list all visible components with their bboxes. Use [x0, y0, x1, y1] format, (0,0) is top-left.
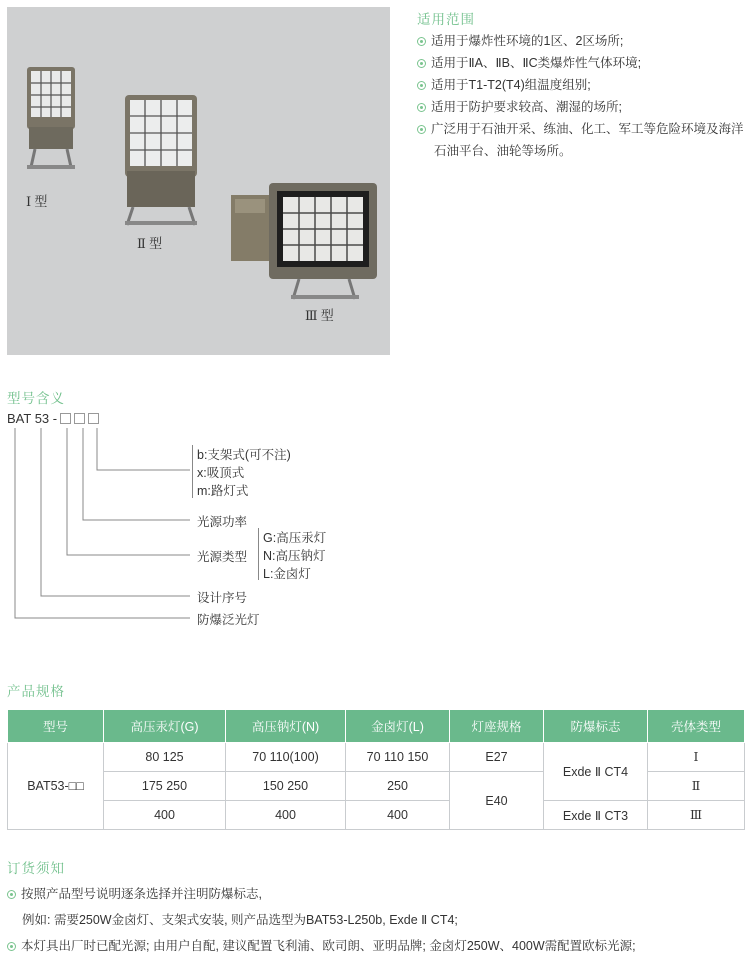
list-item: 广泛用于石油开采、练油、化工、军工等危险环境及海洋: [417, 118, 747, 140]
caption-type-1: Ⅰ 型: [26, 194, 48, 209]
socket-cell: E27: [450, 743, 544, 772]
type-3-lamp: [231, 183, 377, 299]
header-halide: 金卤灯(L): [346, 710, 450, 743]
scope-list: [417, 30, 747, 162]
list-item: 适用于防护要求较高、潮湿的场所;: [417, 96, 747, 118]
bullet-icon: [417, 37, 426, 46]
bullet-icon: [417, 103, 426, 112]
spec-table: [7, 709, 745, 830]
product-photo: [7, 7, 390, 355]
table-row: BAT53-□□ 80 125 70 110(100) 70 110 150 E27 Exde Ⅱ CT4 Ⅰ: [8, 743, 745, 772]
list-item: 适用于ⅡA、ⅡB、ⅡC类爆炸性气体环境;: [417, 52, 747, 74]
mark-cell: Exde Ⅱ CT3: [544, 801, 648, 830]
bullet-icon: [417, 81, 426, 90]
product-label: 防爆泛光灯: [197, 613, 260, 627]
order-line-2: 例如: 需要250W金卤灯、支架式安装, 则产品选型为BAT53-L250b, Exde Ⅱ CT4;: [22, 913, 458, 927]
order-line-1: 按照产品型号说明逐条选择并注明防爆标志,: [7, 884, 262, 902]
order-line-3: 本灯具出厂时已配光源; 由用户自配, 建议配置飞利浦、欧司朗、亚明品牌; 金卤灯250W、400W需配置欧标光源;: [7, 936, 636, 954]
list-item: 适用于T1-T2(T4)组温度组别;: [417, 74, 747, 96]
design-label: 设计序号: [197, 591, 248, 605]
source-l: L:金卤灯: [263, 567, 311, 581]
caption-type-2: Ⅱ 型: [137, 236, 163, 251]
bullet-icon: [417, 125, 426, 134]
type-2-lamp: [125, 95, 197, 225]
mark-cell: Exde Ⅱ CT4: [544, 743, 648, 801]
bullet-icon: [7, 942, 16, 951]
bullet-icon: [417, 59, 426, 68]
bracket-line: [258, 528, 259, 580]
header-mark: 防爆标志: [544, 710, 648, 743]
header-mercury: 高压汞灯(G): [104, 710, 226, 743]
order-title: 订货须知: [7, 861, 65, 876]
model-code: BAT 53 -: [7, 411, 99, 426]
mount-x: x:吸顶式: [197, 466, 245, 480]
model-tree-lines: [0, 420, 200, 630]
scope-title: 适用范围: [417, 12, 475, 27]
type-1-lamp: [27, 67, 75, 169]
source-n: N:高压钠灯: [263, 549, 326, 563]
source-g: G:高压汞灯: [263, 531, 327, 545]
header-sodium: 高压钠灯(N): [226, 710, 346, 743]
model-title: 型号含义: [7, 391, 65, 406]
model-cell: BAT53-□□: [8, 743, 104, 830]
source-type-label: 光源类型: [197, 550, 248, 564]
table-header-row: [8, 710, 745, 743]
header-socket: 灯座规格: [450, 710, 544, 743]
table-row: 400 400 400 Exde Ⅱ CT3 Ⅲ: [8, 801, 745, 830]
caption-type-3: Ⅲ 型: [305, 308, 334, 323]
mount-b: b:支架式(可不注): [197, 448, 291, 462]
floodlight-illustration: [7, 7, 390, 355]
header-model: 型号: [8, 710, 104, 743]
list-item: 适用于爆炸性环境的1区、2区场所;: [417, 30, 747, 52]
bracket-line: [192, 445, 193, 498]
socket-cell: E40: [450, 772, 544, 830]
bullet-icon: [7, 890, 16, 899]
header-shell: 壳体类型: [648, 710, 745, 743]
spec-title: 产品规格: [7, 684, 65, 699]
list-item-continuation: 石油平台、油轮等场所。: [434, 144, 572, 158]
mount-m: m:路灯式: [197, 484, 249, 498]
power-label: 光源功率: [197, 515, 248, 529]
table-row: 175 250 150 250 250 E40 Ⅱ: [8, 772, 745, 801]
